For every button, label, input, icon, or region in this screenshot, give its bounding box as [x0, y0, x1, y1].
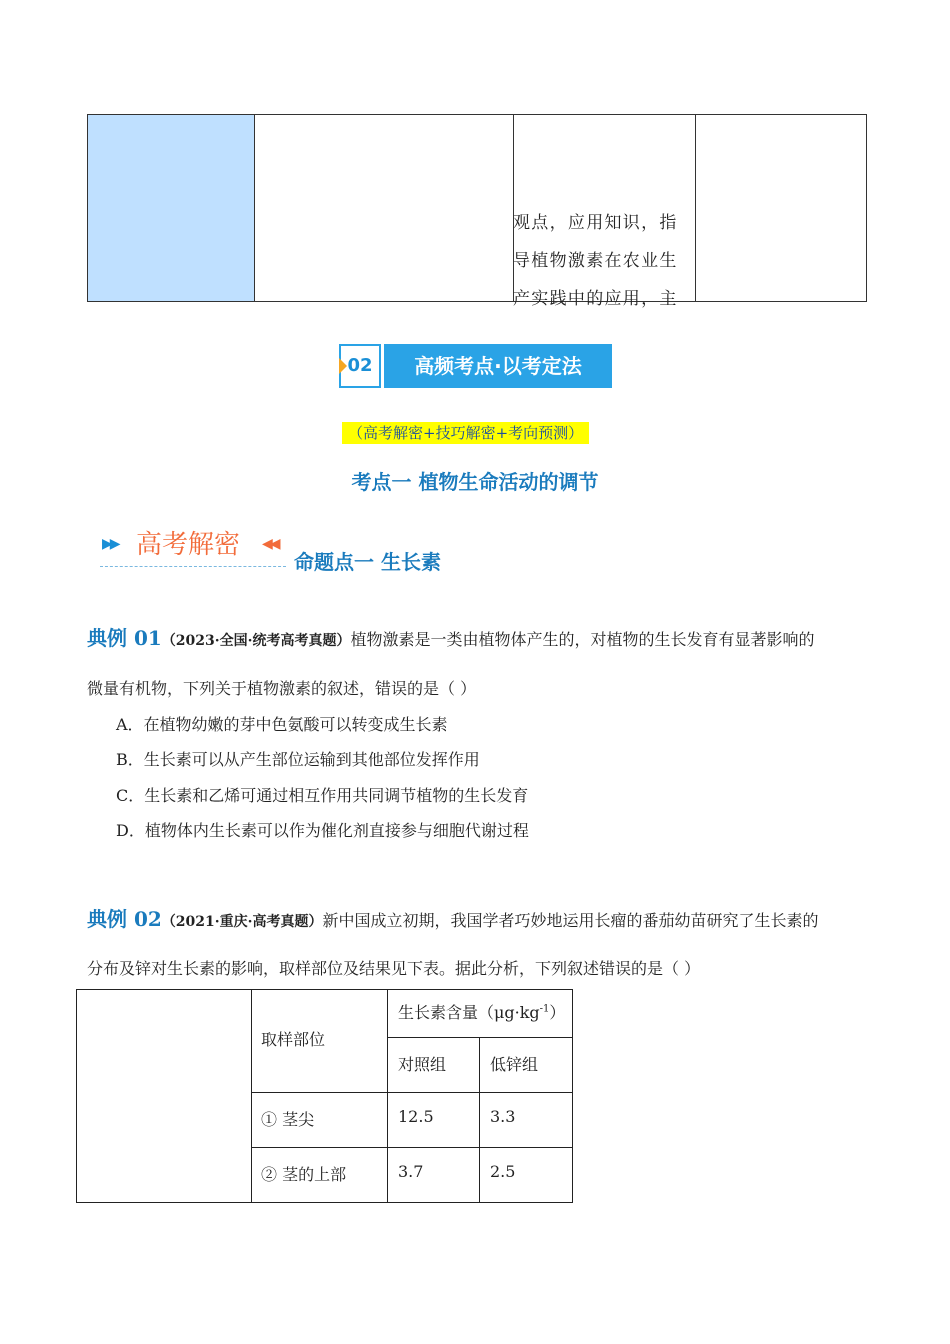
example-label: 典例 02 [87, 907, 162, 931]
example-stem-text: 植物激素是一类由植物体产生的，对植物的生长发育有显著影响的 [350, 630, 815, 649]
option-b: B．生长素可以从产生部位运输到其他部位发挥作用 [116, 750, 480, 769]
option-d: D．植物体内生长素可以作为催化剂直接参与细胞代谢过程 [116, 821, 529, 840]
gaokao-jiemi-badge [100, 526, 290, 568]
subtitle-tag: （高考解密+技巧解密+考向预测） [342, 422, 589, 444]
table-divider [251, 1092, 573, 1093]
table-divider [695, 115, 696, 301]
example-stem-text: 新中国成立初期，我国学者巧妙地运用长瘤的番茄幼苗研究了生长素的 [322, 911, 819, 930]
badge-label: 高考解密 [136, 530, 241, 560]
dashed-underline [100, 566, 286, 567]
table-cell: ① 茎尖 [261, 1110, 315, 1129]
table-cell: 12.5 [398, 1107, 434, 1126]
example1-stem [87, 622, 867, 651]
table-divider [251, 1147, 573, 1148]
continuation-table [87, 114, 867, 302]
option-c: C．生长素和乙烯可通过相互作用共同调节植物的生长发育 [116, 786, 529, 805]
table-cell: 3.7 [398, 1162, 424, 1181]
table-divider [479, 1037, 480, 1202]
header-low-zinc: 低锌组 [490, 1055, 539, 1074]
mingti-title: 命题点一 生长素 [294, 550, 441, 574]
double-arrow-right-icon: ▶▶ [102, 536, 118, 552]
table-divider [251, 990, 252, 1202]
example-label: 典例 01 [87, 626, 162, 650]
option-a: A．在植物幼嫩的芽中色氨酸可以转变成生长素 [116, 715, 448, 734]
section-number: 02 [339, 344, 381, 388]
header-control: 对照组 [398, 1055, 447, 1074]
example1-stem-line2: 微量有机物，下列关于植物激素的叙述，错误的是（ ） [87, 679, 477, 698]
table-cell: ② 茎的上部 [261, 1165, 347, 1184]
table-divider [387, 1037, 573, 1038]
header-auxin-content: 生长素含量$(\mu g\cdot kg^{-1})$ [398, 1003, 566, 1022]
table-cell-text: 观点，应用知识，指 导植物激素在农业生 产实践中的应用，主 [513, 213, 678, 309]
table-highlight-cell [88, 115, 255, 301]
section-banner [339, 344, 612, 388]
triangle-icon [339, 358, 347, 374]
section-title: 高频考点·以考定法 [384, 344, 612, 388]
example-source: （2021·重庆·高考真题） [161, 914, 323, 930]
header-sample-part: 取样部位 [261, 1030, 326, 1049]
kaodian-title: 考点一 植物生命活动的调节 [351, 470, 599, 494]
example2-stem [87, 903, 867, 932]
table-cell: 3.3 [490, 1107, 516, 1126]
example2-stem-line2: 分布及锌对生长素的影响，取样部位及结果见下表。据此分析，下列叙述错误的是（ ） [87, 959, 701, 978]
table-divider [387, 990, 388, 1202]
table-cell: 2.5 [490, 1162, 516, 1181]
double-arrow-left-icon: ◀◀ [262, 536, 278, 552]
example-source: （2023·全国·统考高考真题） [161, 633, 351, 649]
